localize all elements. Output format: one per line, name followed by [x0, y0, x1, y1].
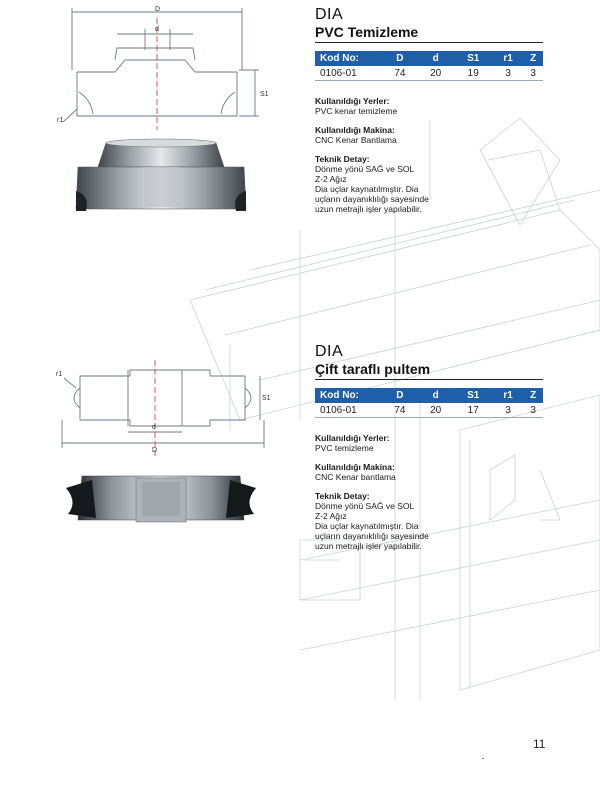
detail-line: uçların dayanıklılığı sayesinde — [315, 531, 429, 541]
cell-r1: 3 — [493, 66, 523, 81]
bottom-tool-render-image — [62, 470, 260, 530]
machine-value: CNC Kenar Bantlama — [315, 135, 397, 145]
spec-table-header-row — [315, 51, 543, 66]
cell-r1: 3 — [493, 403, 523, 418]
header-d: d — [418, 51, 454, 66]
header-D: D — [382, 51, 418, 66]
header-Z: Z — [523, 51, 543, 66]
table-row — [315, 403, 543, 418]
bottom-drawing-D-label: D — [152, 447, 158, 454]
page-number: 11 — [533, 737, 546, 751]
table-row — [315, 66, 543, 81]
usage-value: PVC kenar temizleme — [315, 106, 398, 116]
usage-label: Kullanıldığı Yerler: — [315, 96, 390, 106]
machine-value: CNC Kenar bantlama — [315, 472, 396, 482]
product-brand: DIA — [315, 343, 344, 360]
machine-label: Kullanıldığı Makina: — [315, 462, 395, 472]
header-Z: Z — [523, 388, 543, 403]
top-tool-technical-drawing — [55, 4, 275, 136]
top-drawing-d-label: d — [155, 26, 159, 33]
top-drawing-r1-label: r1 — [57, 117, 64, 124]
spec-table — [315, 388, 543, 418]
bottom-drawing-r1-label: r1 — [56, 371, 63, 378]
bottom-drawing-d-label: d — [152, 424, 156, 431]
usage-section — [315, 96, 543, 116]
header-S1: S1 — [454, 388, 493, 403]
top-drawing-D-label: D — [155, 6, 161, 13]
machine-section — [315, 125, 543, 145]
header-kod-no: Kod No: — [315, 388, 382, 403]
product-block-pvc-temizleme — [315, 6, 543, 214]
detail-line: Dönme yönü SAĞ ve SOL — [315, 164, 415, 174]
detail-line: uzun metrajlı işler yapılabilir. — [315, 204, 422, 214]
detail-label: Teknik Detay: — [315, 491, 370, 501]
detail-section — [315, 154, 543, 214]
spec-table-header-row — [315, 388, 543, 403]
top-tool-render-image — [66, 137, 256, 219]
usage-value: PVC temizleme — [315, 443, 374, 453]
header-S1: S1 — [454, 51, 493, 66]
usage-label: Kullanıldığı Yerler: — [315, 433, 390, 443]
cell-d: 20 — [418, 403, 454, 418]
cell-kod-no: 0106-01 — [315, 66, 382, 81]
cell-D: 74 — [382, 66, 418, 81]
machine-label: Kullanıldığı Makina: — [315, 125, 395, 135]
detail-line: Z-2 Ağız — [315, 511, 347, 521]
detail-line: Z-2 Ağız — [315, 174, 347, 184]
header-d: d — [418, 388, 454, 403]
cell-D: 74 — [382, 403, 418, 418]
detail-line: uzun metrajlı işler yapılabilir. — [315, 541, 422, 551]
decorative-dot — [482, 758, 484, 759]
cell-kod-no: 0106-01 — [315, 403, 382, 418]
cell-Z: 3 — [523, 403, 543, 418]
bottom-drawing-S1-label: S1 — [262, 395, 271, 402]
detail-line: Dia uçlar kaynatılmıştır. Dia — [315, 521, 419, 531]
cell-S1: 17 — [454, 403, 493, 418]
product-brand: DIA — [315, 6, 344, 23]
header-kod-no: Kod No: — [315, 51, 382, 66]
product-block-cift-tarafli-pultem — [315, 343, 543, 551]
detail-section — [315, 491, 543, 551]
product-title: PVC Temizleme — [315, 24, 543, 43]
machine-section — [315, 462, 543, 482]
spec-table — [315, 51, 543, 81]
top-drawing-S1-label: S1 — [260, 91, 269, 98]
cell-Z: 3 — [523, 66, 543, 81]
detail-line: uçların dayanıklılığı sayesinde — [315, 194, 429, 204]
cell-d: 20 — [418, 66, 454, 81]
detail-line: Dönme yönü SAĞ ve SOL — [315, 501, 415, 511]
cell-S1: 19 — [454, 66, 493, 81]
bottom-tool-technical-drawing — [50, 360, 280, 460]
detail-label: Teknik Detay: — [315, 154, 370, 164]
product-title: Çift taraflı pultem — [315, 361, 543, 380]
header-r1: r1 — [493, 388, 523, 403]
usage-section — [315, 433, 543, 453]
header-r1: r1 — [493, 51, 523, 66]
header-D: D — [382, 388, 418, 403]
detail-line: Dia uçlar kaynatılmıştır. Dia — [315, 184, 419, 194]
